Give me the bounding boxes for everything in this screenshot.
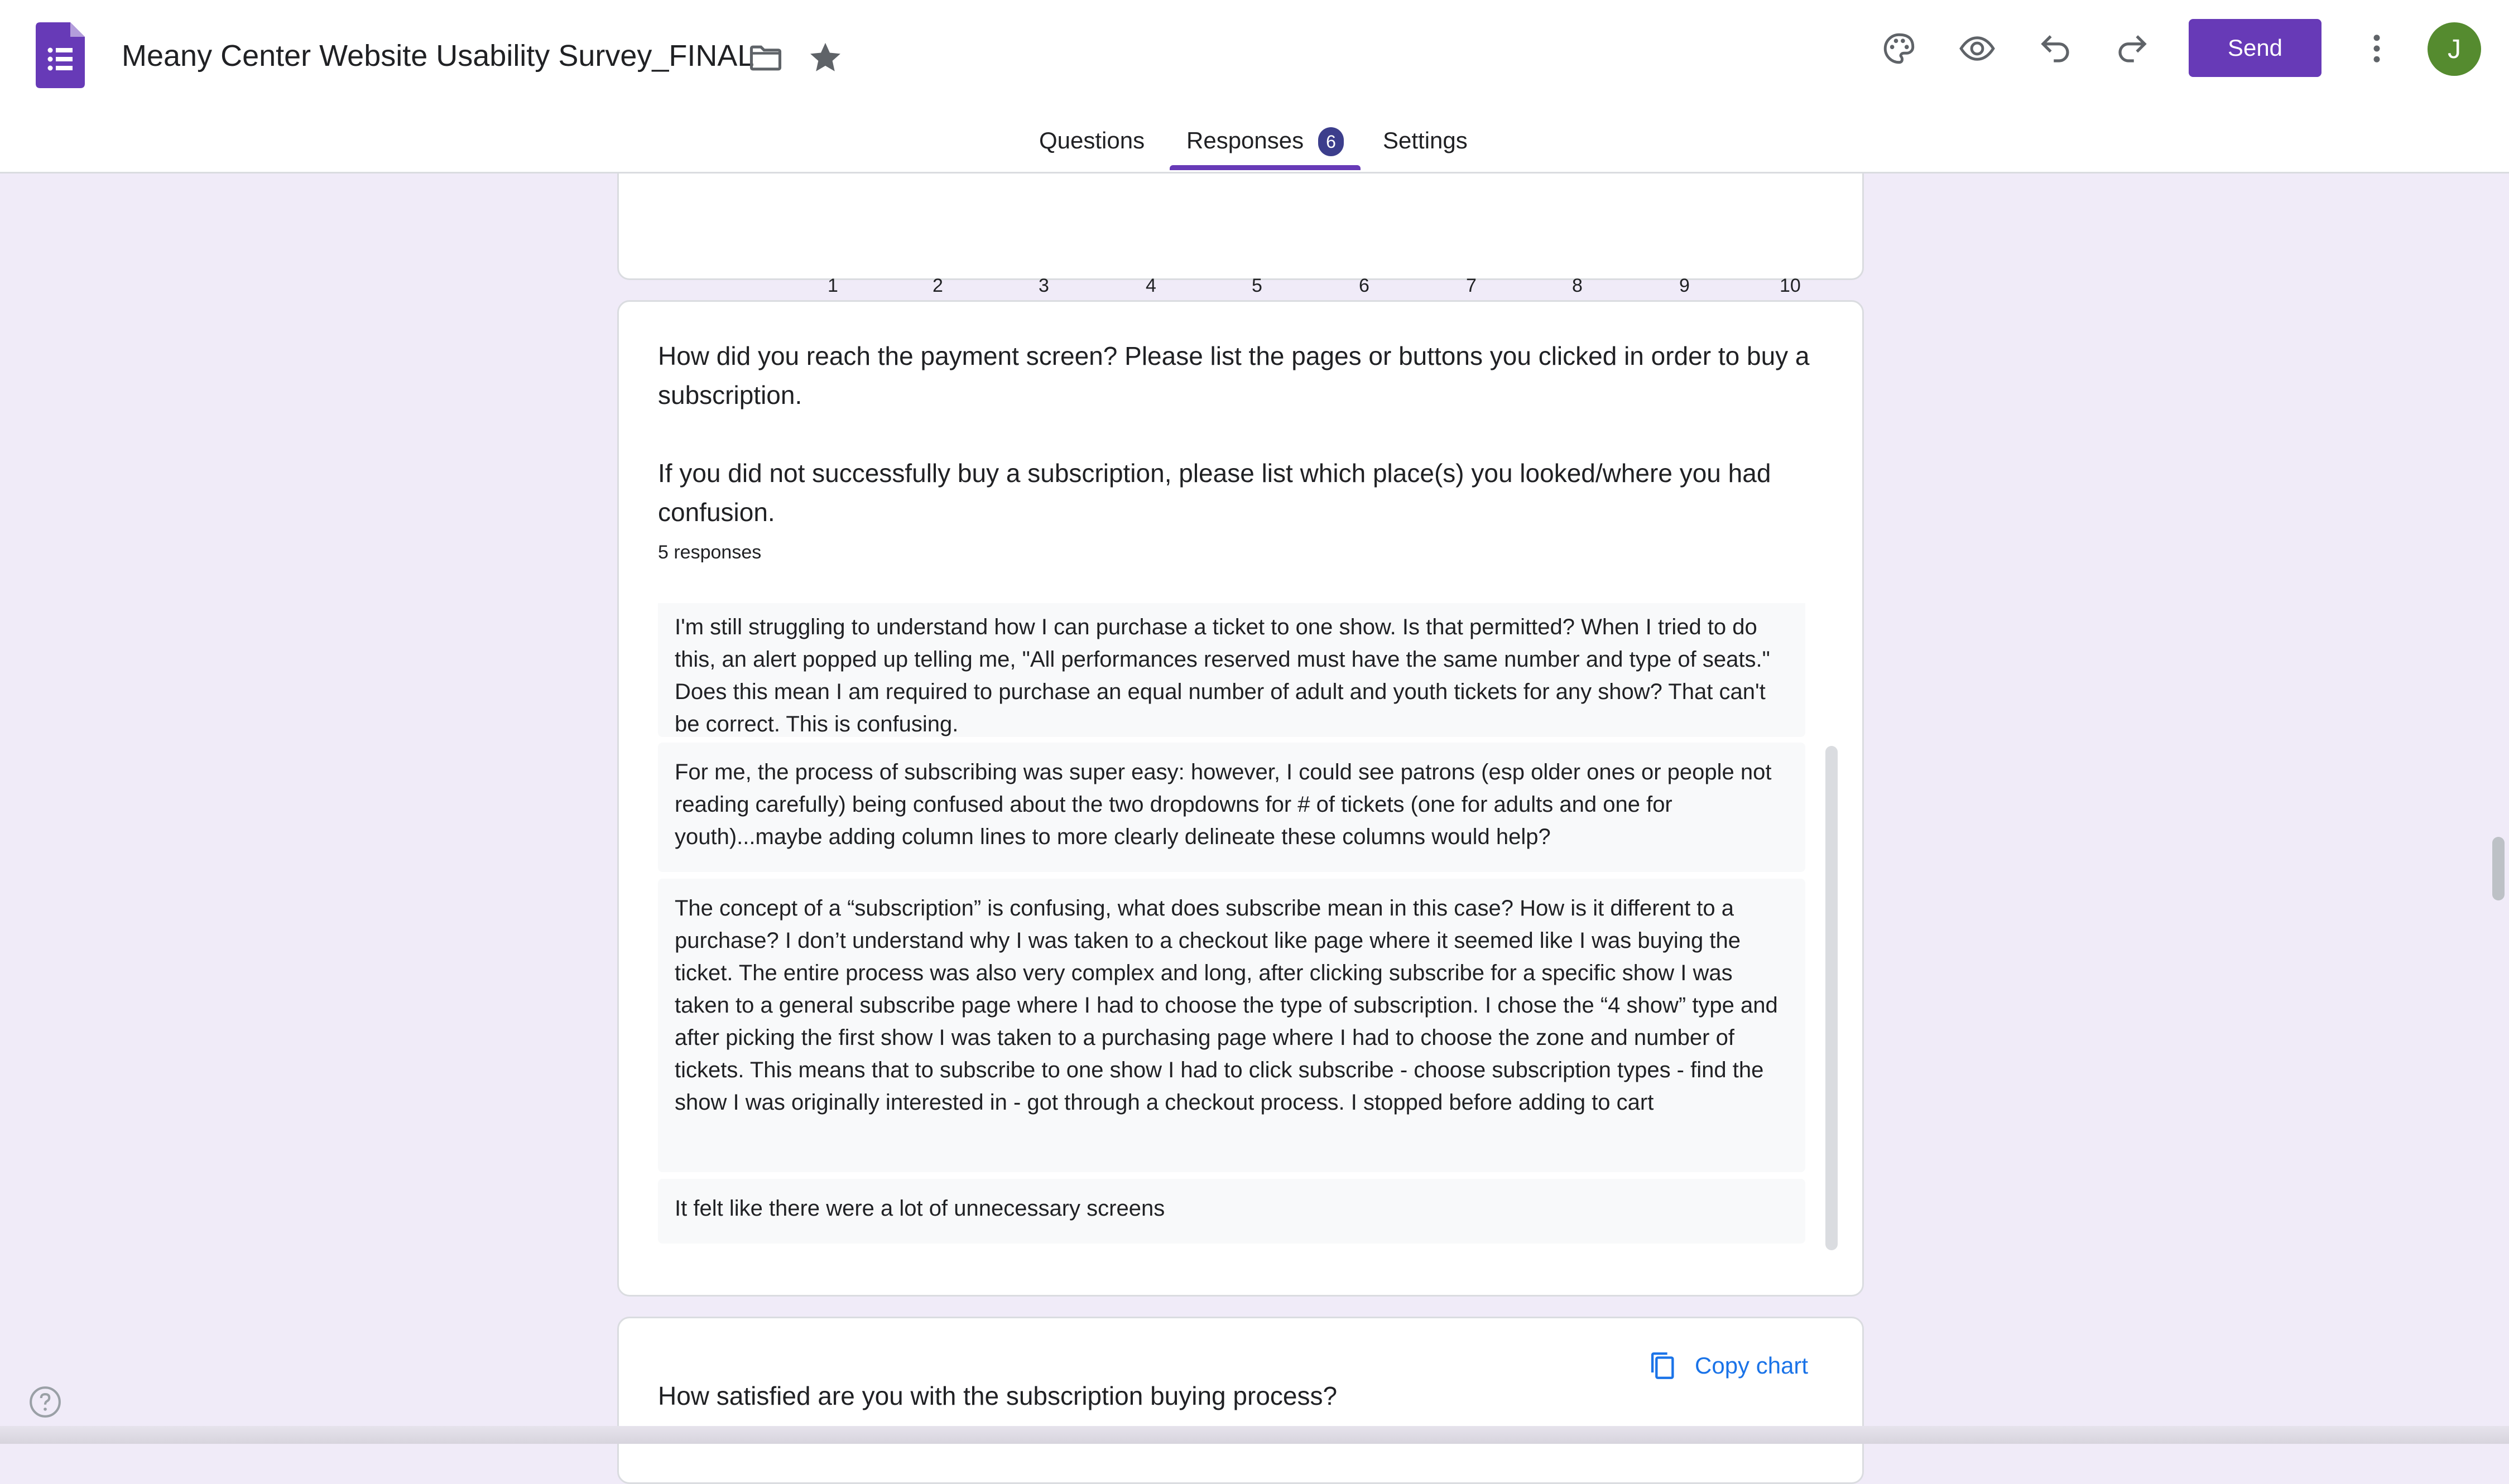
question-responses-card xyxy=(617,300,1864,1297)
folder-icon[interactable] xyxy=(747,39,785,77)
avatar[interactable]: J xyxy=(2428,22,2481,76)
undo-icon[interactable] xyxy=(2037,30,2074,67)
document-title[interactable]: Meany Center Website Usability Survey_FINAL xyxy=(122,39,754,73)
satisfaction-chart-card xyxy=(617,1317,1864,1484)
responses-count-badge: 6 xyxy=(1318,127,1344,156)
tab-settings[interactable]: Settings xyxy=(1383,127,1468,153)
tab-questions[interactable]: Questions xyxy=(1039,127,1145,153)
response-count: 5 responses xyxy=(658,542,762,563)
scale-axis-tick: 5 xyxy=(1252,275,1262,296)
response-item: For me, the process of subscribing was super easy: however, I could see patrons (esp older ones or people not reading carefully) being confused about the two dropdowns for # of tickets (one for adults and one for youth)...maybe adding column lines to more clearly delineate these columns would help? xyxy=(658,743,1805,872)
scale-axis-tick: 3 xyxy=(1039,275,1049,296)
question-subtext: If you did not successfully buy a subscription, please list which place(s) you looked/where you had confusion. xyxy=(658,459,1771,527)
scale-axis-tick: 2 xyxy=(933,275,943,296)
response-item: The concept of a “subscription” is confusing, what does subscribe mean in this case? How is it different to a purchase? I don’t understand why I was taken to a checkout like page where it seemed like I was buying the ticket. The entire process was also very complex and long, after clicking subscribe for a specific show I was taken to a general subscribe page where I had to choose the type of subscription. I chose the “4 show” type and after picking the first show I was taken to a purchasing page where I had to choose the zone and number of tickets. This means that to subscribe to one show I had to click subscribe - choose subscription types - find the show I was originally interested in - got through a checkout process. I stopped before adding to cart xyxy=(658,879,1805,1172)
question-text: How satisfied are you with the subscription buying process? xyxy=(658,1381,1338,1410)
top-app-bar xyxy=(0,0,2509,174)
scale-axis-tick: 4 xyxy=(1146,275,1156,296)
help-icon[interactable] xyxy=(28,1385,63,1419)
send-button[interactable]: Send xyxy=(2189,19,2321,77)
tab-responses[interactable]: Responses xyxy=(1186,127,1304,153)
responses-scrollbar[interactable] xyxy=(1825,746,1838,1250)
scale-axis-tick: 10 xyxy=(1780,275,1801,296)
preview-eye-icon[interactable] xyxy=(1959,30,1996,67)
question-text: How did you reach the payment screen? Please list the pages or buttons you clicked in order to buy a subscription. xyxy=(658,341,1810,409)
star-icon[interactable] xyxy=(807,39,844,76)
response-item: It felt like there were a lot of unnecessary screens xyxy=(658,1179,1805,1244)
active-tab-indicator xyxy=(1170,165,1361,170)
more-vert-icon[interactable] xyxy=(2358,30,2395,67)
forms-logo-icon[interactable] xyxy=(36,22,85,88)
response-item: I'm still struggling to understand how I can purchase a ticket to one show. Is that permitted? When I tried to do this, an alert popped up telling me, "All performances reserved must have the same number and type of seats." Does this mean I am required to purchase an equal number of adult and youth tickets for any show? That can't be correct. This is confusing. xyxy=(658,603,1805,737)
bottom-edge-shadow xyxy=(0,1426,2509,1444)
scale-axis-tick: 6 xyxy=(1359,275,1369,296)
scale-axis-tick: 8 xyxy=(1572,275,1583,296)
copy-chart-label: Copy chart xyxy=(1695,1352,1809,1379)
scale-axis-tick: 9 xyxy=(1679,275,1690,296)
page-scrollbar[interactable] xyxy=(2492,837,2505,900)
responses-list[interactable] xyxy=(658,603,1843,1259)
scale-axis-tick: 7 xyxy=(1466,275,1477,296)
palette-icon[interactable] xyxy=(1881,30,1917,67)
redo-icon[interactable] xyxy=(2114,30,2151,67)
scale-axis-tick: 1 xyxy=(828,275,838,296)
